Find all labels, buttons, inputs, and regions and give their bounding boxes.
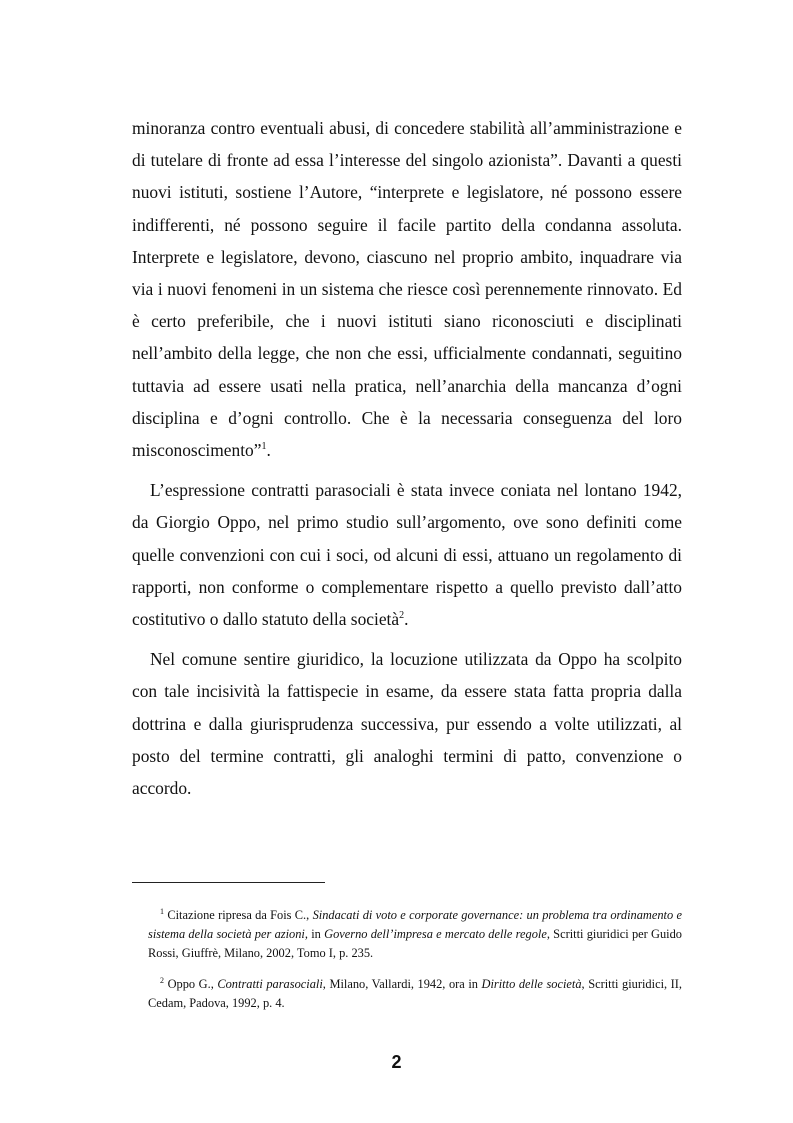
footnote-1-part3: , Scritti giuridici per Guido Rossi, Giuffrè, Milano, 2002, Tomo I, p. 235. [148,927,682,960]
footnote-2-part2: , Milano, Vallardi, 1942, ora in [322,977,482,991]
footnote-1-title: Sindacati di voto e corporate governance: un problema tra ordinamento e sistema della società per azioni, [148,908,682,941]
footnote-2-part3: , Scritti giuridici, II, Cedam, Padova, 1992, p. 4. [148,977,683,1010]
footnote-1-number: 1 [160,907,164,916]
footnote-2-volume: Diritto delle società [481,977,582,991]
footnote-1-part1: Citazione ripresa da Fois C., [167,908,313,922]
footnote-separator [132,882,325,883]
paragraph-3-text: Nel comune sentire giuridico, la locuzione utilizzata da Oppo ha scolpito con tale incisività la fattispecie in esame, da essere stata fatta propria dalla dottrina e dalla giurisprudenza successiva, pur essendo a volte utilizzati, al posto del termine contratti, gli analoghi termini di patto, convenzione o accordo. [132,649,682,799]
footnote-2-part1: Oppo G., [167,977,218,991]
footnote-2-number: 2 [160,976,164,985]
paragraph-1 [132,112,682,466]
footnote-1-part2: in [307,927,325,941]
footnote-2 [148,975,682,1013]
paragraph-1-end: . [266,440,271,461]
paragraph-2 [132,474,682,635]
page-number: 2 [391,1052,402,1072]
paragraph-3 [132,643,682,804]
footnote-1 [148,906,682,963]
footnote-ref-1[interactable]: 1 [261,441,267,453]
paragraph-1-text: minoranza contro eventuali abusi, di concedere stabilità all’amministrazione e di tutelare di fronte ad essa l’interesse del singolo azionista”. Davanti a questi nuovi istituti, sostiene l’Autore, “interprete e legislatore, né possono essere indifferenti, né possono seguire il facile partito della condanna assoluta. Interprete e legislatore, devono, ciascuno nel proprio ambito, inquadrare via via i nuovi fenomeni in un sistema che riesce così perennemente rinnovato. Ed è certo preferibile, che i nuovi istituti siano riconosciuti e disciplinati nell’ambito della legge, che non che essi, ufficialmente condannati, seguitino tuttavia ad essere usati nella pratica, nell’anarchia della mancanza d’ogni disciplina e d’ogni controllo. Che è la necessaria conseguenza del loro misconoscimento” [132,118,682,461]
paragraph-2-text: L’espressione contratti parasociali è stata invece coniata nel lontano 1942, da Giorgio Oppo, nel primo studio sull’argomento, ove sono definiti come quelle convenzioni con cui i soci, od alcuni di essi, attuano un regolamento di rapporti, non conforme o complementare rispetto a quello previsto dall’atto costitutivo o dallo statuto della società [132,480,682,630]
footnote-ref-2[interactable]: 2 [399,610,405,622]
body-text [132,112,682,812]
paragraph-2-end: . [404,609,409,630]
footnotes [148,906,682,1025]
footnote-2-title: Contratti parasociali [217,977,323,991]
footnote-1-volume: Governo dell’impresa e mercato delle regole [324,927,547,941]
